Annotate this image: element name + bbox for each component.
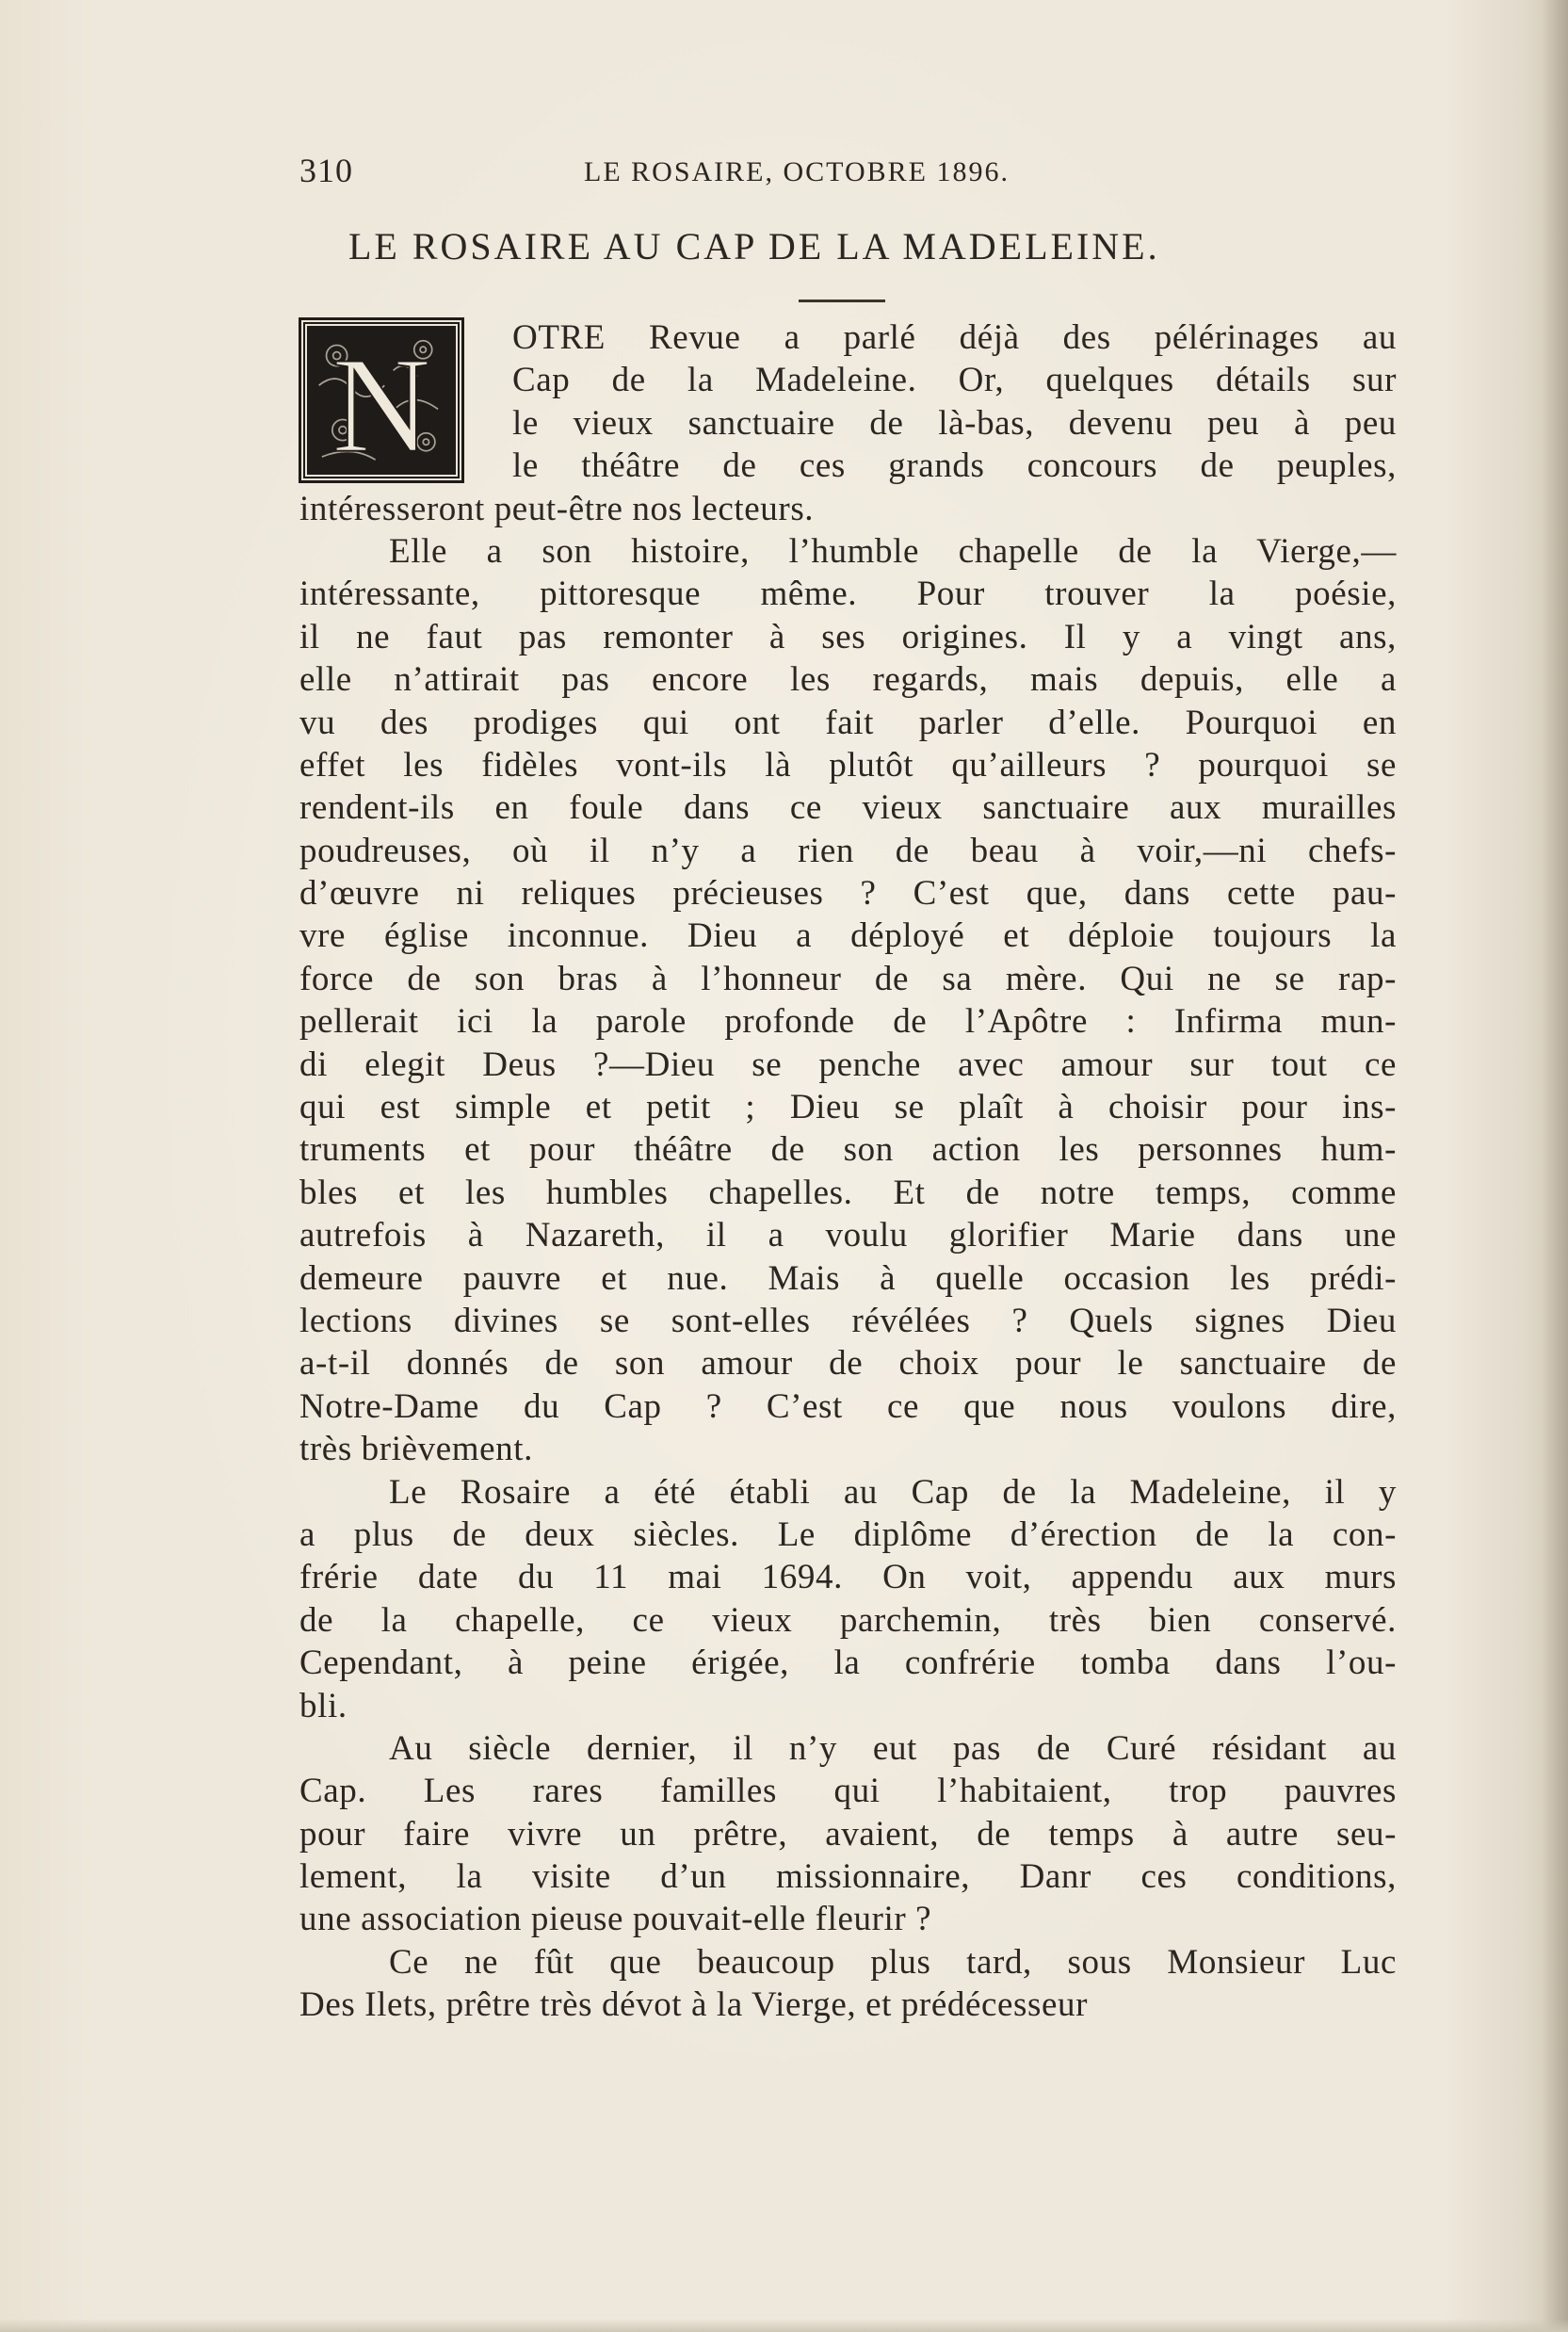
text-line: le vieux sanctuaire de là-bas, devenu peu à peu [512, 403, 1397, 443]
text-line: di elegit Deus ?—Dieu se penche avec amour sur tout ce [299, 1045, 1397, 1084]
title-rule [799, 300, 885, 302]
text-line: intéresseront peut-être nos lecteurs. [299, 489, 815, 528]
text-line: elle n’attirait pas encore les regards, mais depuis, elle a [299, 660, 1397, 700]
text-line: a plus de deux siècles. Le diplôme d’érection de la con- [299, 1514, 1397, 1554]
text-line: il ne faut pas remonter à ses origines. Il y a vingt ans, [299, 617, 1397, 656]
page-edge-shadow [1542, 0, 1568, 2332]
text-line: Ce ne fût que beaucoup plus tard, sous Monsieur Luc [389, 1942, 1397, 1982]
text-line: Elle a son histoire, l’humble chapelle de la Vierge,— [389, 531, 1397, 571]
text-line: truments et pour théâtre de son action les personnes hum- [299, 1130, 1397, 1170]
text-line: Cependant, à peine érigée, la confrérie tomba dans l’ou- [299, 1644, 1397, 1683]
page-bottom-edge [0, 2319, 1568, 2332]
text-line: une association pieuse pouvait-elle fleurir ? [299, 1900, 932, 1939]
text-line: bli. [299, 1686, 348, 1725]
text-line: rendent-ils en foule dans ce vieux sanctuaire aux murailles [299, 788, 1397, 828]
text-line: autrefois à Nazareth, il a voulu glorifier Marie dans une [299, 1216, 1397, 1255]
text-line: Le Rosaire a été établi au Cap de la Madeleine, il y [389, 1472, 1397, 1512]
text-line: Notre-Dame du Cap ? C’est ce que nous voulons dire, [299, 1386, 1397, 1426]
text-line: frérie date du 11 mai 1694. On voit, appendu aux murs [299, 1558, 1397, 1597]
text-line: Au siècle dernier, il n’y eut pas de Curé résidant au [389, 1728, 1397, 1768]
article-body [299, 316, 1397, 2027]
text-line: a-t-il donnés de son amour de choix pour le sanctuaire de [299, 1344, 1397, 1384]
text-line: poudreuses, où il n’y a rien de beau à voir,—ni chefs- [299, 831, 1397, 870]
page-number: 310 [299, 152, 353, 189]
text-line: Cap. Les rares familles qui l’habitaient, trop pauvres [299, 1772, 1397, 1811]
text-line: OTRE Revue a parlé déjà des pélérinages au [512, 318, 1397, 357]
text-line: lement, la visite d’un missionnaire, Danr ces conditions, [299, 1857, 1397, 1897]
text-line: demeure pauvre et nue. Mais à quelle occasion les prédi- [299, 1258, 1397, 1298]
text-line: très brièvement. [299, 1430, 533, 1469]
text-line: d’œuvre ni reliques précieuses ? C’est que, dans cette pau- [299, 874, 1397, 914]
text-line: lections divines se sont-elles révélées ? Quels signes Dieu [299, 1301, 1397, 1340]
page-header [299, 151, 1100, 196]
text-line: force de son bras à l’honneur de sa mère. Qui ne se rap- [299, 959, 1397, 998]
text-line: Des Ilets, prêtre très dévot à la Vierge, et prédécesseur [299, 1985, 1089, 2025]
running-head: LE ROSAIRE, OCTOBRE 1896. [584, 156, 1010, 187]
text-line: bles et les humbles chapelles. Et de notre temps, comme [299, 1173, 1397, 1212]
text-line: intéressante, pittoresque même. Pour trouver la poésie, [299, 575, 1397, 614]
text-line: effet les fidèles vont-ils là plutôt qu’ailleurs ? pourquoi se [299, 745, 1397, 785]
text-line: qui est simple et petit ; Dieu se plaît à choisir pour ins- [299, 1088, 1397, 1127]
drop-cap-letter: N [331, 329, 431, 475]
text-line: de la chapelle, ce vieux parchemin, très bien conservé. [299, 1600, 1397, 1640]
text-line: Cap de la Madeleine. Or, quelques détails sur [512, 361, 1397, 400]
text-line: le théâtre de ces grands concours de peuples, [512, 446, 1397, 486]
article-title: LE ROSAIRE AU CAP DE LA MADELEINE. [348, 225, 1160, 267]
text-line: pour faire vivre un prêtre, avaient, de temps à autre seu- [299, 1814, 1397, 1854]
text-line: vu des prodiges qui ont fait parler d’elle. Pourquoi en [299, 703, 1397, 742]
text-line: pellerait ici la parole profonde de l’Apôtre : Infirma mun- [299, 1002, 1397, 1042]
text-line: vre église inconnue. Dieu a déployé et déploie toujours la [299, 916, 1397, 956]
